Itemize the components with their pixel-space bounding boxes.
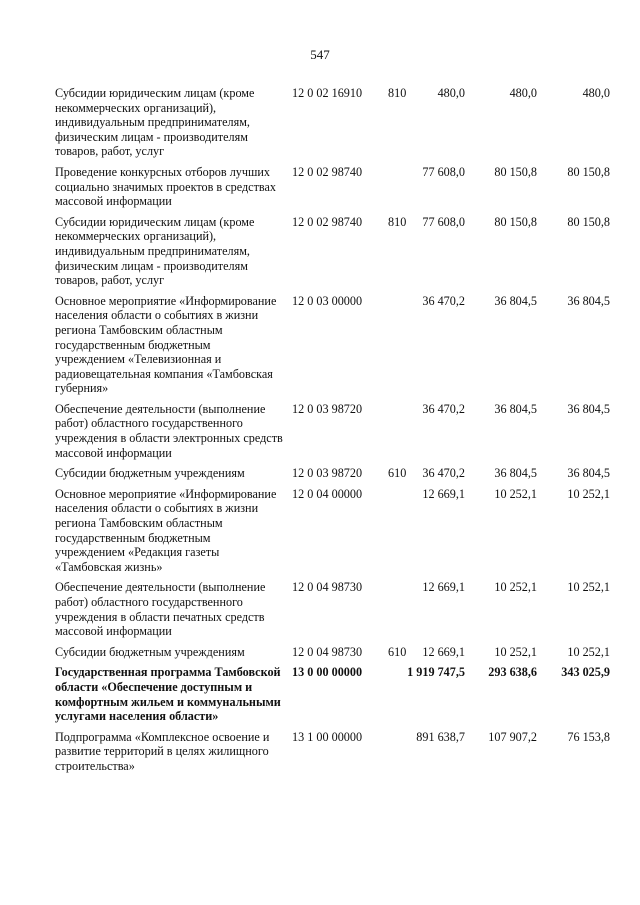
value-year-3: 36 804,5 bbox=[567, 466, 610, 481]
value-year-1: 1 919 747,5 bbox=[407, 665, 465, 680]
value-year-1: 12 669,1 bbox=[422, 644, 465, 659]
item-code: 13 1 00 00000 bbox=[292, 729, 363, 744]
value-year-2: 293 638,6 bbox=[488, 665, 537, 680]
value-year-1: 12 669,1 bbox=[422, 486, 465, 501]
item-name: Подпрограмма «Комплексное освоение и развитие территорий в целях жилищного строительства» bbox=[55, 729, 270, 773]
value-year-1: 77 608,0 bbox=[422, 214, 465, 229]
page-number: 547 bbox=[310, 47, 330, 62]
expense-type: 610 bbox=[388, 644, 407, 659]
expense-type: 610 bbox=[388, 466, 407, 481]
item-code: 12 0 02 98740 bbox=[292, 164, 363, 179]
value-year-2: 10 252,1 bbox=[494, 644, 537, 659]
item-name: Основное мероприятие «Информирование населения области о событиях в жизни региона Тамбовским областным государственным бюджетным учреждением «Телевизионная и радиовещательная компания «Тамбовская губерния» bbox=[55, 293, 277, 396]
value-year-2: 10 252,1 bbox=[494, 580, 537, 595]
value-year-2: 36 804,5 bbox=[494, 293, 537, 308]
item-name: Государственная программа Тамбовской области «Обеспечение доступным и комфортным жильем и коммунальными услугами населения области» bbox=[55, 665, 281, 724]
value-year-2: 480,0 bbox=[509, 86, 537, 100]
item-code: 12 0 04 98730 bbox=[292, 644, 363, 659]
value-year-1: 36 470,2 bbox=[422, 401, 465, 416]
value-year-1: 12 669,1 bbox=[422, 580, 465, 595]
value-year-1: 36 470,2 bbox=[422, 466, 465, 481]
table-row bbox=[55, 487, 615, 575]
value-year-3: 343 025,9 bbox=[561, 665, 610, 680]
table-row bbox=[55, 402, 615, 460]
value-year-1: 77 608,0 bbox=[422, 164, 465, 179]
value-year-2: 107 907,2 bbox=[488, 729, 537, 744]
value-year-3: 80 150,8 bbox=[567, 164, 610, 179]
value-year-3: 36 804,5 bbox=[567, 293, 610, 308]
table-row bbox=[55, 466, 615, 481]
item-name: Субсидии юридическим лицам (кроме некоммерческих организаций), индивидуальным предпринимателям, физическим лицам - производителям товаров, работ, услуг bbox=[55, 86, 255, 159]
value-year-3: 36 804,5 bbox=[567, 401, 610, 416]
value-year-1: 36 470,2 bbox=[422, 293, 465, 308]
table-row bbox=[55, 294, 615, 396]
value-year-2: 80 150,8 bbox=[494, 214, 537, 229]
item-name: Основное мероприятие «Информирование населения области о событиях в жизни региона Тамбовским областным государственным бюджетным учреждением «Редакция газеты «Тамбовская жизнь» bbox=[55, 486, 277, 574]
value-year-3: 480,0 bbox=[582, 86, 610, 100]
item-name: Субсидии бюджетным учреждениям bbox=[55, 466, 245, 481]
table-row bbox=[55, 215, 615, 288]
table-row bbox=[55, 580, 615, 638]
table-row bbox=[55, 665, 615, 723]
item-name: Обеспечение деятельности (выполнение работ) областного государственного учреждения в области электронных средств массовой информации bbox=[55, 401, 283, 460]
value-year-2: 80 150,8 bbox=[494, 164, 537, 179]
table-row bbox=[55, 165, 615, 209]
item-code: 12 0 03 98720 bbox=[292, 401, 363, 416]
budget-table bbox=[55, 86, 615, 780]
item-code: 12 0 03 00000 bbox=[292, 293, 363, 308]
item-code: 12 0 02 16910 bbox=[292, 86, 363, 100]
table-row bbox=[55, 730, 615, 774]
item-code: 12 0 04 98730 bbox=[292, 580, 363, 595]
item-name: Субсидии юридическим лицам (кроме некоммерческих организаций), индивидуальным предпринимателям, физическим лицам - производителям товаров, работ, услуг bbox=[55, 214, 255, 288]
value-year-3: 10 252,1 bbox=[567, 644, 610, 659]
value-year-3: 10 252,1 bbox=[567, 486, 610, 501]
expense-type: 810 bbox=[388, 214, 407, 229]
value-year-1: 891 638,7 bbox=[416, 729, 465, 744]
value-year-1: 480,0 bbox=[437, 86, 465, 100]
item-code: 12 0 02 98740 bbox=[292, 214, 363, 229]
item-code: 12 0 03 98720 bbox=[292, 466, 363, 481]
value-year-3: 10 252,1 bbox=[567, 580, 610, 595]
item-name: Субсидии бюджетным учреждениям bbox=[55, 644, 245, 659]
item-code: 12 0 04 00000 bbox=[292, 486, 363, 501]
item-name: Проведение конкурсных отборов лучших социально значимых проектов в средствах массовой информации bbox=[55, 164, 276, 209]
value-year-2: 36 804,5 bbox=[494, 466, 537, 481]
item-code: 13 0 00 00000 bbox=[292, 665, 363, 680]
value-year-2: 10 252,1 bbox=[494, 486, 537, 501]
table-row bbox=[55, 86, 615, 159]
value-year-3: 76 153,8 bbox=[567, 729, 610, 744]
value-year-3: 80 150,8 bbox=[567, 214, 610, 229]
value-year-2: 36 804,5 bbox=[494, 401, 537, 416]
item-name: Обеспечение деятельности (выполнение работ) областного государственного учреждения в области печатных средств массовой информации bbox=[55, 580, 266, 639]
table-row bbox=[55, 645, 615, 660]
expense-type: 810 bbox=[388, 86, 407, 100]
